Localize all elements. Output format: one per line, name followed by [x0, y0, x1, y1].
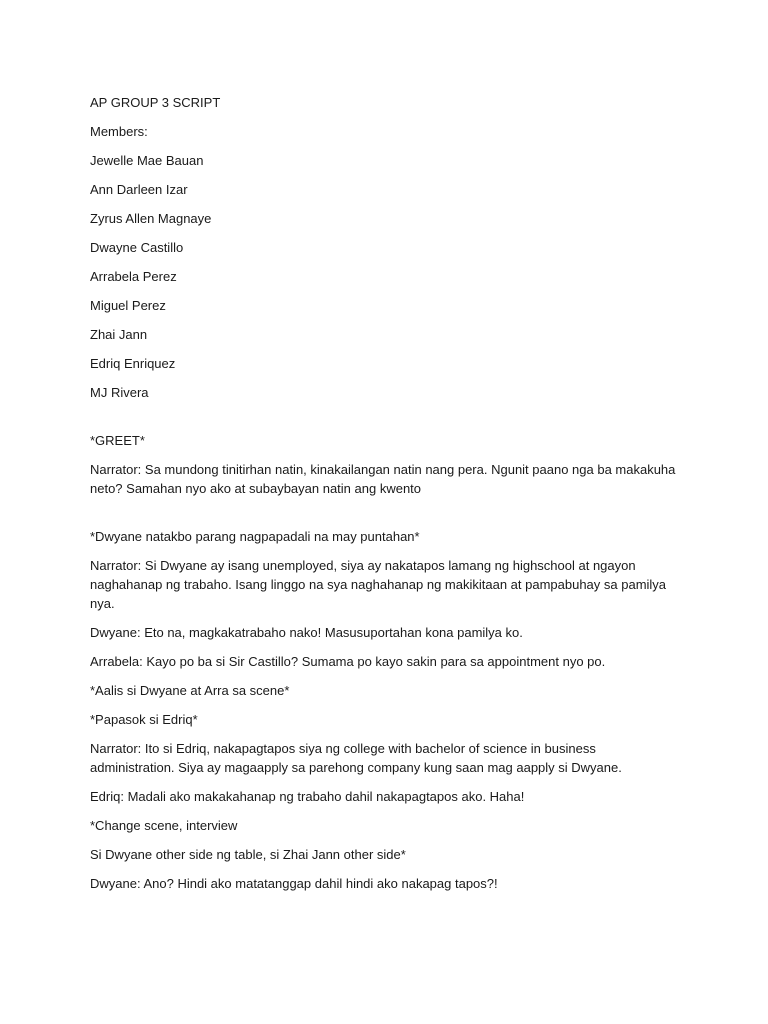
stage-direction: *GREET* [90, 433, 145, 448]
stage-direction: *Papasok si Edriq* [90, 712, 198, 727]
member-item: Arrabela Perez [90, 269, 177, 284]
member-item: Jewelle Mae Bauan [90, 153, 204, 168]
blank-line [90, 412, 680, 431]
member-item: Zyrus Allen Magnaye [90, 211, 212, 226]
script-line: Dwyane: Ano? Hindi ako matatanggap dahil hindi ako nakapag tapos?! [90, 876, 498, 891]
script-line: Narrator: Sa mundong tinitirhan natin, kinakailangan natin nang pera. Ngunit paano nga ba makakuha neto? Samahan nyo ako at subaybayan natin ang kwento [90, 462, 676, 496]
member-item: Edriq Enriquez [90, 356, 176, 371]
stage-direction: Si Dwyane other side ng table, si Zhai Jann other side* [90, 847, 406, 862]
member-item: Ann Darleen Izar [90, 182, 188, 197]
member-item: Miguel Perez [90, 298, 166, 313]
script-line: Dwyane: Eto na, magkakatrabaho nako! Masusuportahan kona pamilya ko. [90, 625, 523, 640]
script-line: Arrabela: Kayo po ba si Sir Castillo? Sumama po kayo sakin para sa appointment nyo po. [90, 654, 606, 669]
member-item: Dwayne Castillo [90, 240, 184, 255]
member-item: MJ Rivera [90, 385, 149, 400]
document-title: AP GROUP 3 SCRIPT [90, 95, 221, 110]
script-line: Narrator: Si Dwyane ay isang unemployed, siya ay nakatapos lamang ng highschool at ngayon naghahanap ng trabaho. Isang linggo na sya naghahanap ng makikitaan at pampabuhay sa pamilya nya. [90, 558, 667, 611]
member-item: Zhai Jann [90, 327, 148, 342]
document-body [90, 93, 680, 903]
stage-direction: *Aalis si Dwyane at Arra sa scene* [90, 683, 290, 698]
script-line: Narrator: Ito si Edriq, nakapagtapos siya ng college with bachelor of science in business administration. Siya ay magaapply sa parehong company kung saan mag aapply si Dwyane. [90, 741, 622, 775]
stage-direction: *Change scene, interview [90, 818, 238, 833]
script-line: Edriq: Madali ako makakahanap ng trabaho dahil nakapagtapos ako. Haha! [90, 789, 525, 804]
blank-line [90, 508, 680, 527]
stage-direction: *Dwyane natakbo parang nagpapadali na may puntahan* [90, 529, 420, 544]
members-label: Members: [90, 124, 148, 139]
